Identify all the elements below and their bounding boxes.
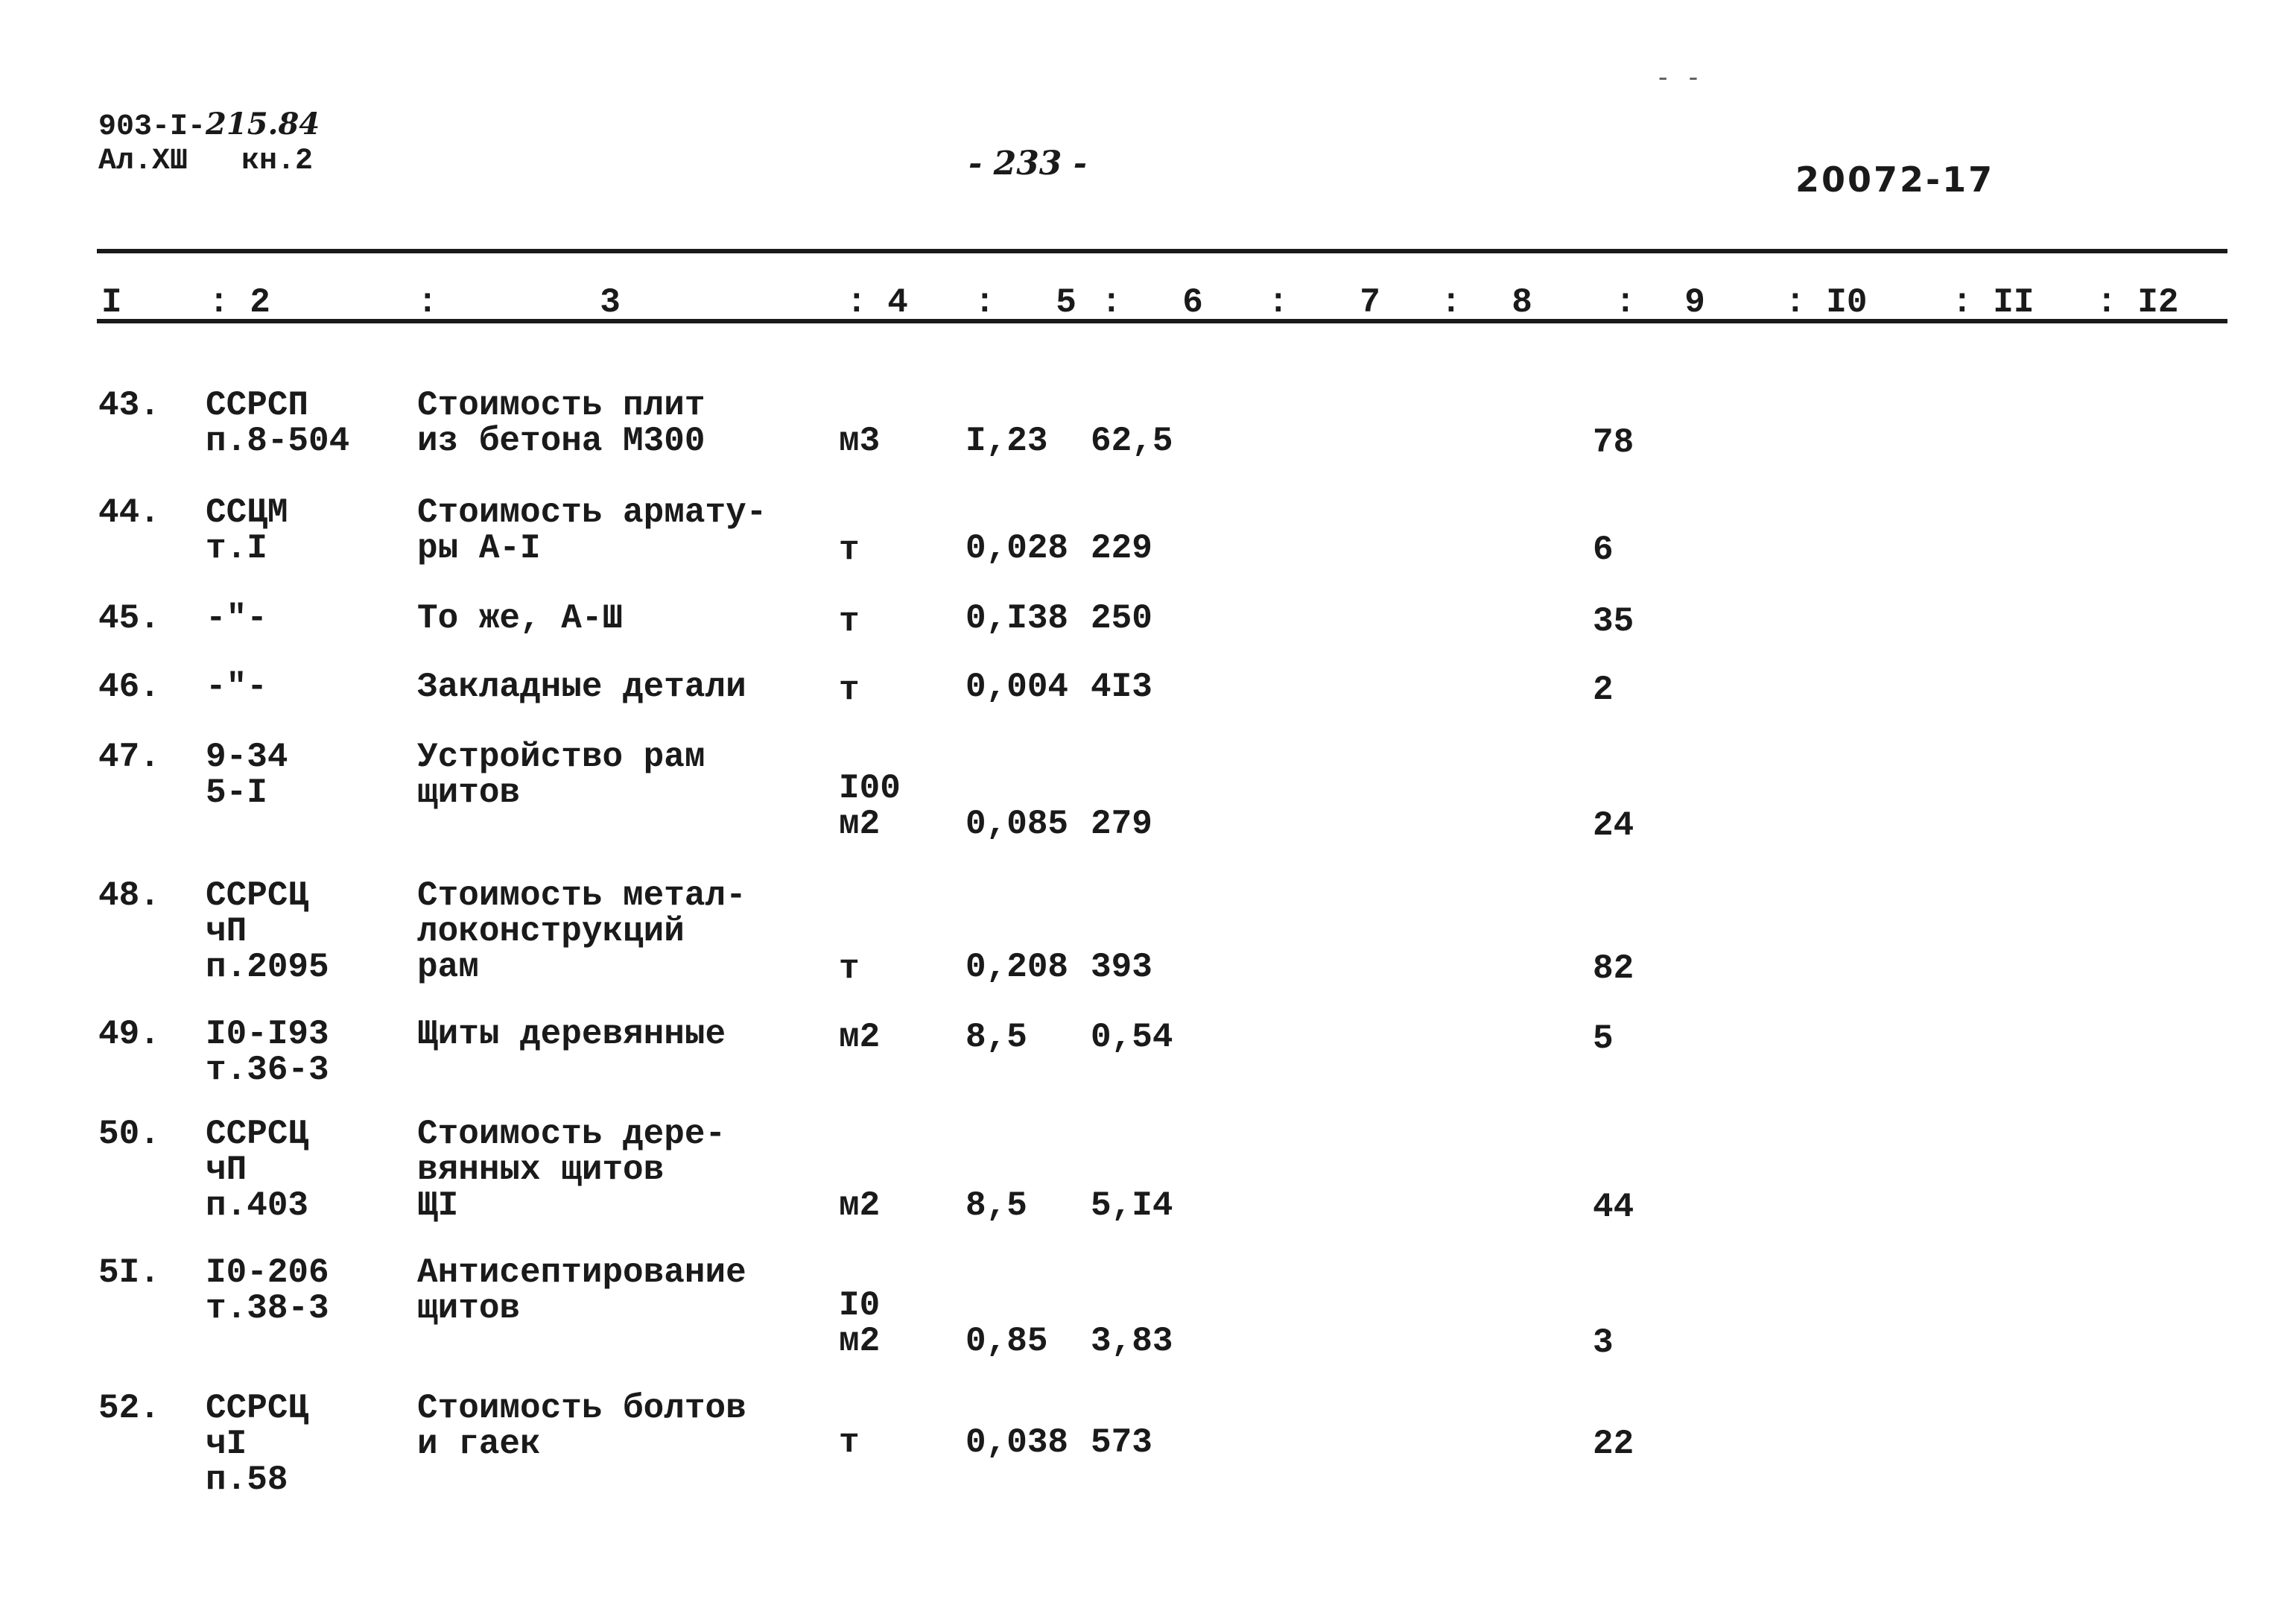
row-quantity: 0,208 xyxy=(965,948,1069,987)
row-quantity: 0,028 xyxy=(965,529,1069,568)
row-name: Стоимость болтов и гаек xyxy=(417,1389,746,1463)
column-header-5: : 5 xyxy=(974,283,1076,322)
column-header-8: : 8 xyxy=(1441,283,1532,322)
row-total: 22 xyxy=(1593,1425,1634,1463)
row-code: ССРСЦ чП п.403 xyxy=(206,1115,309,1225)
row-total: 24 xyxy=(1593,806,1634,845)
row-total: 78 xyxy=(1593,423,1634,462)
column-header-2: : 2 xyxy=(209,283,270,322)
row-code: I0-206 т.38-3 xyxy=(206,1253,329,1328)
row-unit: т xyxy=(839,531,860,569)
row-quantity: 0,85 xyxy=(965,1322,1048,1361)
row-number: 47. xyxy=(98,738,160,776)
row-price: 250 xyxy=(1091,599,1152,638)
column-header-4: : 4 xyxy=(846,283,908,322)
document-number: 20072-17 xyxy=(1795,159,1995,200)
row-name: Закладные детали xyxy=(417,668,746,706)
row-code: I0-I93 т.36-3 xyxy=(206,1015,329,1089)
row-name: Щиты деревянные xyxy=(417,1015,726,1054)
document-code: 903-I- xyxy=(98,110,206,144)
row-unit: т xyxy=(839,949,860,988)
row-quantity: 8,5 xyxy=(965,1018,1027,1057)
row-code: ССРСЦ чП п.2095 xyxy=(206,876,329,987)
column-header-7: : 7 xyxy=(1268,283,1380,322)
column-header-11: : II xyxy=(1952,283,2035,322)
row-total: 3 xyxy=(1593,1323,1614,1362)
document-code-handwritten: 215.84 xyxy=(206,107,320,142)
row-unit: I00 м2 xyxy=(839,769,901,844)
row-code: -"- xyxy=(206,668,267,706)
row-price: 62,5 xyxy=(1091,422,1173,460)
row-name: Стоимость дере- вянных щитов ЩI xyxy=(417,1115,726,1225)
row-number: 5I. xyxy=(98,1253,160,1292)
row-price: 4I3 xyxy=(1091,668,1152,706)
row-number: 50. xyxy=(98,1115,160,1153)
row-number: 45. xyxy=(98,599,160,638)
row-price: 573 xyxy=(1091,1423,1152,1462)
row-code: 9-34 5-I xyxy=(206,738,288,812)
row-number: 46. xyxy=(98,668,160,706)
row-name: Стоимость плит из бетона М300 xyxy=(417,386,705,460)
row-price: 0,54 xyxy=(1091,1018,1173,1057)
row-number: 43. xyxy=(98,386,160,425)
row-total: 82 xyxy=(1593,949,1634,988)
row-unit: т xyxy=(839,1423,860,1462)
row-name: То же, А-Ш xyxy=(417,599,624,638)
row-number: 49. xyxy=(98,1015,160,1054)
corner-mark: - - xyxy=(1655,66,1702,94)
row-total: 44 xyxy=(1593,1188,1634,1227)
row-code: -"- xyxy=(206,599,267,638)
row-unit: м2 xyxy=(839,1186,881,1225)
document-code-block xyxy=(98,107,320,179)
row-quantity: 8,5 xyxy=(965,1186,1027,1225)
row-quantity: 0,085 xyxy=(965,805,1069,844)
row-price: 3,83 xyxy=(1091,1322,1173,1361)
row-unit: т xyxy=(839,671,860,709)
row-number: 44. xyxy=(98,493,160,532)
row-quantity: I,23 xyxy=(965,422,1048,460)
row-code: ССРСП п.8-504 xyxy=(206,386,350,460)
row-total: 35 xyxy=(1593,602,1634,641)
row-price: 393 xyxy=(1091,948,1152,987)
row-price: 279 xyxy=(1091,805,1152,844)
row-code: ССРСЦ чI п.58 xyxy=(206,1389,309,1499)
row-name: Антисептирование щитов xyxy=(417,1253,746,1328)
row-quantity: 0,038 xyxy=(965,1423,1069,1462)
column-header-9: : 9 xyxy=(1615,283,1705,322)
row-name: Стоимость метал- локонструкций рам xyxy=(417,876,746,987)
row-price: 5,I4 xyxy=(1091,1186,1173,1225)
column-header-6: : 6 xyxy=(1101,283,1203,322)
page-number: - 233 - xyxy=(968,145,1088,183)
row-unit: м3 xyxy=(839,422,881,460)
row-total: 5 xyxy=(1593,1019,1614,1058)
row-quantity: 0,004 xyxy=(965,668,1069,706)
row-number: 52. xyxy=(98,1389,160,1428)
row-name: Устройство рам щитов xyxy=(417,738,705,812)
row-unit: м2 xyxy=(839,1018,881,1057)
row-number: 48. xyxy=(98,876,160,915)
row-quantity: 0,I38 xyxy=(965,599,1069,638)
row-total: 2 xyxy=(1593,671,1614,709)
column-header-3: : 3 xyxy=(417,283,621,322)
row-code: ССЦМ т.I xyxy=(206,493,288,568)
column-header-1: I xyxy=(101,283,122,322)
row-unit: т xyxy=(839,602,860,641)
row-price: 229 xyxy=(1091,529,1152,568)
album-line: Ал.XШ кн.2 xyxy=(98,145,314,178)
row-name: Стоимость армату- ры А-I xyxy=(417,493,767,568)
row-unit: I0 м2 xyxy=(839,1286,881,1361)
column-header-12: : I2 xyxy=(2096,283,2179,322)
top-rule xyxy=(97,249,2227,253)
row-total: 6 xyxy=(1593,531,1614,569)
column-header-10: : I0 xyxy=(1785,283,1868,322)
